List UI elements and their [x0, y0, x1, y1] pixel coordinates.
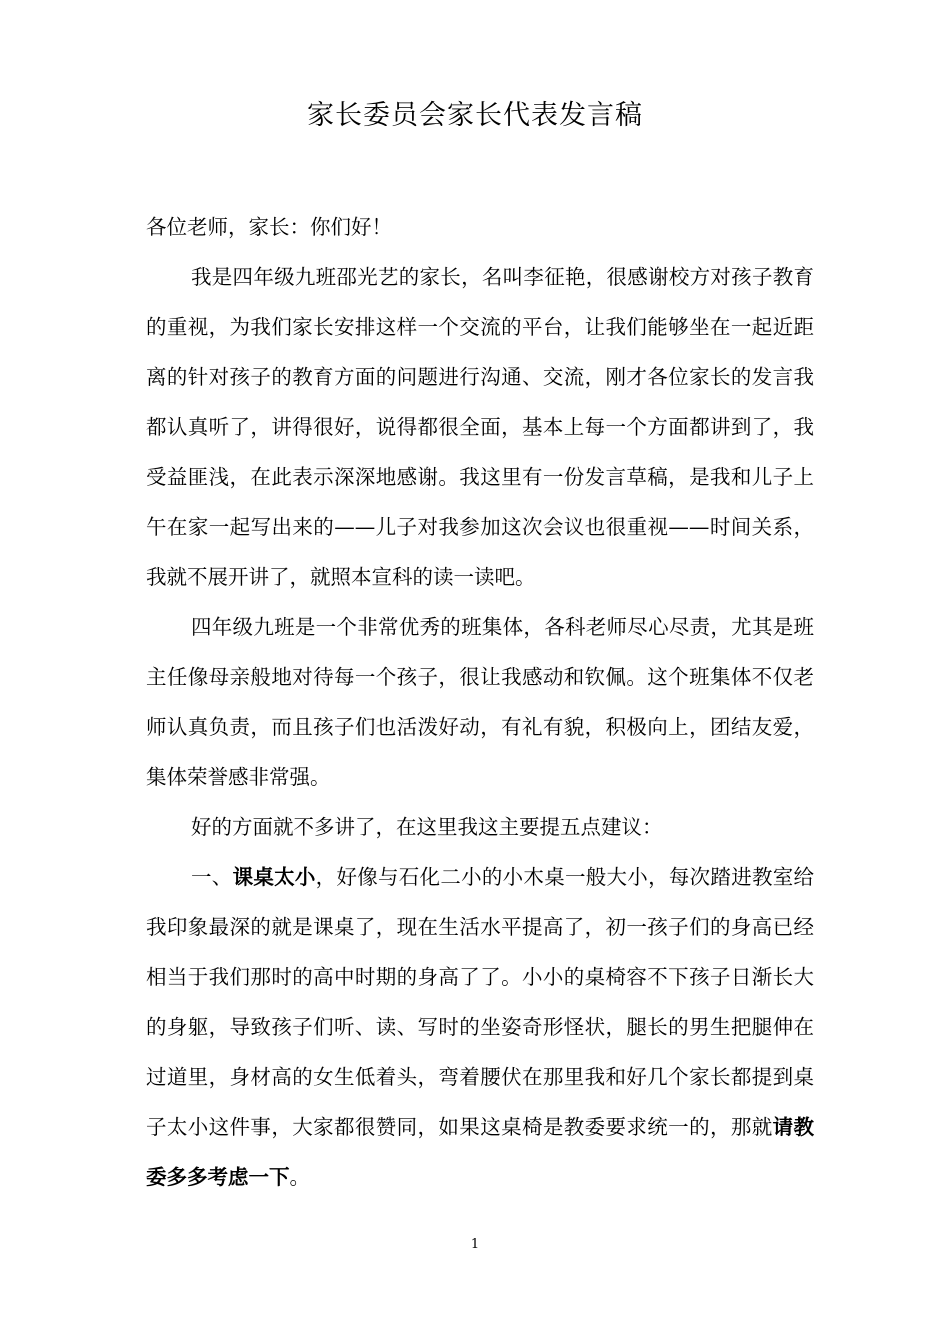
- suggestion-one-body: ，好像与石化二小的小木桌一般大小，每次踏进教室给我印象最深的就是课桌了，现在生活水平提高了，初一孩子们的身高已经相当于我们那时的高中时期的身高了了。小小的桌椅容不下孩子日渐长大的身躯，导致孩子们听、读、写时的坐姿奇形怪状，腿长的男生把腿伸在过道里，身材高的女生低着头，弯着腰伏在那里我和好几个家长都提到桌子太小这件事，大家都很赞同，如果这桌椅是教委要求统一的，那就: [146, 865, 815, 1139]
- suggestion-one-suffix: 。: [289, 1165, 310, 1189]
- suggestion-one-prefix: 一、: [191, 865, 233, 889]
- suggestion-one-paragraph: [146, 852, 814, 1202]
- document-title: 家长委员会家长代表发言稿: [307, 100, 643, 131]
- suggestions-intro-paragraph: 好的方面就不多讲了，在这里我这主要提五点建议：: [191, 815, 663, 839]
- class-praise-paragraph: 四年级九班是一个非常优秀的班集体，各科老师尽心尽责，尤其是班主任像母亲般地对待每一个孩子，很让我感动和钦佩。这个班集体不仅老师认真负责，而且孩子们也活泼好动，有礼有貌，积极向上，团结友爱，集体荣誉感非常强。: [146, 615, 814, 789]
- suggestion-one-request: 请教委多多考虑一下: [146, 1115, 815, 1189]
- page-number: 1: [470, 1237, 480, 1252]
- suggestion-one-heading: 课桌太小: [232, 865, 316, 889]
- intro-paragraph: 我是四年级九班邵光艺的家长，名叫李征艳，很感谢校方对孩子教育的重视，为我们家长安排这样一个交流的平台，让我们能够坐在一起近距离的针对孩子的教育方面的问题进行沟通、交流，刚才各位家长的发言我都认真听了，讲得很好，说得都很全面，基本上每一个方面都讲到了，我受益匪浅，在此表示深深地感谢。我这里有一份发言草稿，是我和儿子上午在家一起写出来的——儿子对我参加这次会议也很重视——时间关系，我就不展开讲了，就照本宣科的读一读吧。: [146, 265, 814, 589]
- document-body: [146, 202, 814, 1202]
- greeting-paragraph: 各位老师，家长：你们好！: [146, 215, 392, 239]
